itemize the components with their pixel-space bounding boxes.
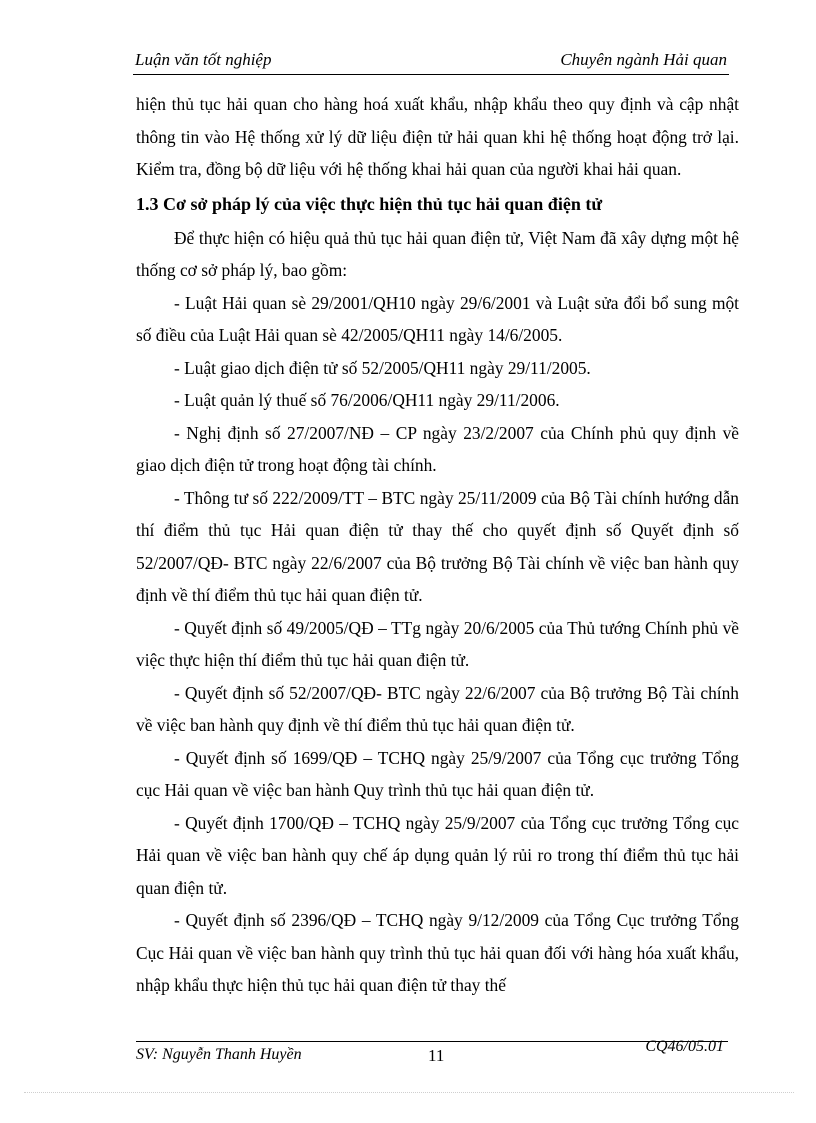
paragraph-6: - Thông tư số 222/2009/TT – BTC ngày 25/11/2009 của Bộ Tài chính hướng dẫn thí điểm thủ tục Hải quan điện tử thay thế cho quyết định số Quyết định số 52/2007/QĐ- BTC ngày 22/6/2007 của Bộ trưởng Bộ Tài chính về việc ban hành quy định về thí điểm thủ tục hải quan điện tử.: [136, 487, 739, 605]
page-footer: [136, 1038, 728, 1070]
paragraph-5: - Nghị định số 27/2007/NĐ – CP ngày 23/2/2007 của Chính phủ quy định về giao dịch điện tử trong hoạt động tài chính.: [136, 422, 739, 475]
paragraph-7: - Quyết định số 49/2005/QĐ – TTg ngày 20/6/2005 của Thủ tướng Chính phủ về việc thực hiện thí điểm thủ tục hải quan điện tử.: [136, 617, 739, 670]
footer-divider: [136, 1041, 728, 1042]
page-bottom-dotted-line: [24, 1092, 794, 1093]
footer-student-name: SV: Nguyễn Thanh Huyền: [136, 1046, 302, 1063]
header-left-title: Luận văn tốt nghiệp: [135, 50, 272, 69]
paragraph-8: - Quyết định số 52/2007/QĐ- BTC ngày 22/6/2007 của Bộ trưởng Bộ Tài chính về việc ban hành quy định về thí điểm thủ tục hải quan điện tử.: [136, 682, 739, 735]
paragraph-3: - Luật giao dịch điện tử số 52/2005/QH11 ngày 29/11/2005.: [174, 357, 591, 378]
document-body: [136, 88, 739, 1002]
paragraph-11: - Quyết định số 2396/QĐ – TCHQ ngày 9/12/2009 của Tổng Cục trưởng Tổng Cục Hải quan về việc ban hành quy trình thủ tục hải quan đối với hàng hóa xuất khẩu, nhập khẩu thực hiện thủ tục hải quan điện tử thay thế: [136, 910, 739, 995]
paragraph-1: Để thực hiện có hiệu quả thủ tục hải quan điện tử, Việt Nam đã xây dựng một hệ thống cơ sở pháp lý, bao gồm:: [136, 227, 739, 280]
paragraph-4: - Luật quản lý thuế số 76/2006/QH11 ngày 29/11/2006.: [174, 390, 560, 410]
page-header: [133, 48, 729, 75]
paragraph-2: - Luật Hải quan sè 29/2001/QH10 ngày 29/6/2001 và Luật sửa đổi bổ sung một số điều của Luật Hải quan sè 42/2005/QH11 ngày 14/6/2005.: [136, 292, 739, 345]
paragraph-9: - Quyết định số 1699/QĐ – TCHQ ngày 25/9/2007 của Tổng cục trưởng Tổng cục Hải quan về việc ban hành Quy trình thủ tục hải quan điện tử.: [136, 747, 739, 800]
intro-paragraph: hiện thủ tục hải quan cho hàng hoá xuất khẩu, nhập khẩu theo quy định và cập nhật thông tin vào Hệ thống xử lý dữ liệu điện tử hải quan khi hệ thống hoạt động trở lại. Kiểm tra, đồng bộ dữ liệu với hệ thống khai hải quan của người khai hải quan.: [136, 94, 739, 179]
header-right-title: Chuyên ngành Hải quan: [560, 50, 727, 69]
page-number: 11: [428, 1046, 445, 1065]
footer-class-code: CQ46/05.01: [645, 1038, 724, 1055]
paragraph-10: - Quyết định 1700/QĐ – TCHQ ngày 25/9/2007 của Tổng cục trưởng Tổng cục Hải quan về việc ban hành quy chế áp dụng quản lý rủi ro trong thí điểm thủ tục hải quan điện tử.: [136, 812, 739, 898]
section-heading: 1.3 Cơ sở pháp lý của việc thực hiện thủ tục hải quan điện tử: [136, 193, 603, 214]
